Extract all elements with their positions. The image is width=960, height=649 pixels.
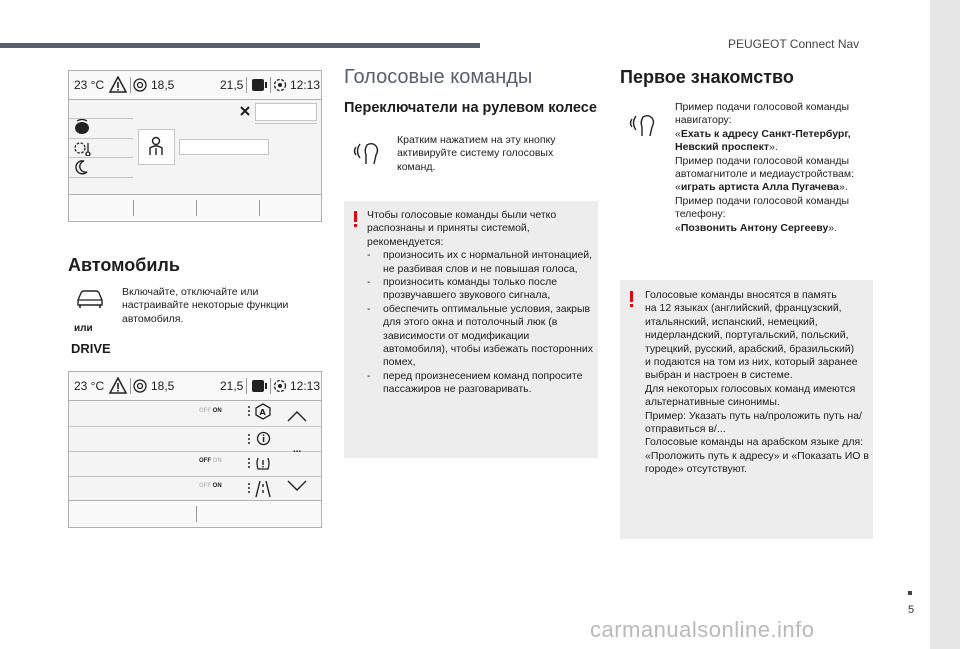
- note-line: городе» отсутствуют.: [645, 463, 747, 476]
- media-example: «играть артиста Алла Пугачева».: [675, 181, 848, 194]
- clock: 12:13: [290, 379, 321, 393]
- note-line: Голосовые команды на арабском языке для:: [645, 436, 864, 449]
- temperature-left: 23 °C: [74, 78, 105, 92]
- list-item: - произносить команды только после прозвучавшего звукового сигнала,: [367, 276, 595, 303]
- temperature-value-right: 21,5: [220, 78, 244, 92]
- header-bar: [0, 43, 480, 48]
- status-bar: [69, 71, 321, 100]
- auto-headlamps-icon: [255, 403, 271, 420]
- note-line: Для некоторых голосовых команд имеются: [645, 382, 856, 395]
- page-marker: [908, 591, 912, 595]
- side-strip: [930, 0, 960, 649]
- note-line: выбран и настроен в системе.: [645, 369, 793, 382]
- tyre-pressure-icon: [255, 456, 271, 471]
- driving-assistance-tile: [138, 129, 175, 165]
- phone-icon: [251, 78, 267, 92]
- status-bar: [69, 372, 321, 401]
- note-line: «Проложить путь к адресу» и «Показать ИО в: [645, 449, 869, 462]
- more-options-icon: [247, 433, 251, 445]
- navigation-example: «Ехать к адресу Санкт-Петербург, Невский проспект».: [675, 127, 851, 154]
- or-label: или: [74, 323, 93, 334]
- page-number: 5: [908, 604, 915, 616]
- watermark: carmanualsonline.info: [590, 617, 815, 642]
- settings-icon: [272, 378, 288, 394]
- note-line: турецкий, русский, арабский, бразильский): [645, 342, 855, 355]
- note-line: на 12 языках (английский, французский,: [645, 302, 842, 315]
- voice-tips-intro: Чтобы голосовые команды были четко распознаны и приняты системой, рекомендуется:: [367, 209, 557, 248]
- voice-command-icon: [628, 111, 658, 137]
- list-item: - произносить их с нормальной интонацией, не разбивая слов и не повышая голоса,: [367, 249, 595, 276]
- note-line: Голосовые команды вносятся в память: [645, 289, 837, 301]
- phone-example: «Позвонить Антону Сергееву».: [675, 221, 838, 234]
- temperature-value-left: 18,5: [151, 379, 175, 393]
- more-options-icon: [247, 482, 251, 494]
- night-mode-icon: [74, 160, 88, 175]
- vehicle-title: Автомобиль: [68, 255, 180, 275]
- voice-command-icon: [352, 139, 382, 165]
- list-item: - перед произнесением команд попросите пассажиров не разговаривать.: [367, 370, 595, 397]
- car-icon: [75, 289, 105, 309]
- more-options-icon: [247, 457, 251, 469]
- toggle-off-on-1[interactable]: OFF ON: [199, 408, 222, 414]
- info-icon: [256, 431, 271, 446]
- audio-settings-icon: [73, 140, 93, 156]
- short-press-description: Кратким нажатием на эту кнопку активируйте систему голосовых команд.: [397, 134, 556, 173]
- vehicle-description: Включайте, отключайте или настраивайте некоторые функции автомобиля.: [122, 286, 289, 325]
- temperature-left: 23 °C: [74, 379, 105, 393]
- brand-title: PEUGEOT Connect Nav: [728, 37, 860, 51]
- phone-example-label: Пример подачи голосовой команды телефону:: [675, 194, 850, 221]
- svg-text:A: A: [259, 408, 266, 417]
- fan-icon: [133, 379, 147, 393]
- chevron-down-icon[interactable]: [287, 480, 307, 492]
- languages-note: [620, 280, 873, 539]
- voice-tips-note: [344, 201, 598, 458]
- warning-mark-icon: [630, 291, 633, 302]
- more-options-icon: [247, 405, 251, 417]
- note-line: итальянский, испанский, немецкий,: [645, 315, 818, 328]
- ambiance-icon: [73, 119, 91, 135]
- steering-wheel-controls-title: Переключатели на рулевом колесе: [344, 100, 597, 116]
- note-line: нидерландский, португальский, польский,: [645, 329, 849, 342]
- settings-icon: [272, 77, 288, 93]
- phone-icon: [251, 379, 267, 393]
- note-line: отправиться в/...: [645, 423, 726, 436]
- driver-icon: [147, 136, 165, 156]
- voice-tips-list: [367, 249, 595, 396]
- voice-examples: [675, 101, 865, 235]
- chevron-up-icon[interactable]: [287, 410, 307, 422]
- fan-icon: [133, 78, 147, 92]
- voice-commands-title: Голосовые команды: [344, 66, 533, 88]
- drive-button-label: DRIVE: [71, 341, 111, 356]
- first-steps-title: Первое знакомство: [620, 67, 794, 87]
- navigation-example-label: Пример подачи голосовой команды навигатору:: [675, 101, 850, 127]
- temperature-value-left: 18,5: [151, 78, 175, 92]
- warning-mark-icon: [354, 211, 357, 222]
- note-line: и подаются на том из них, который заранее: [645, 356, 858, 369]
- note-line: альтернативные синонимы.: [645, 396, 780, 409]
- media-example-label: Пример подачи голосовой команды автомагнитоле и медиаустройствам:: [675, 154, 855, 181]
- note-line: Пример: Указать путь на/проложить путь на/: [645, 409, 862, 422]
- vehicle-screen-illustration: [68, 70, 322, 222]
- temperature-value-right: 21,5: [220, 379, 244, 393]
- lane-assist-icon: [255, 480, 271, 498]
- toggle-off-on-3[interactable]: OFF ON: [199, 483, 222, 489]
- warning-icon: [109, 377, 127, 394]
- warning-icon: [109, 76, 127, 93]
- clock: 12:13: [290, 78, 321, 92]
- more-label: ...: [293, 444, 302, 455]
- close-icon: [239, 105, 251, 117]
- toggle-off-on-2[interactable]: OFF ON: [199, 458, 222, 464]
- list-item: - обеспечить оптимальные условия, закрыв для этого окна и потолочный люк (в зависимости от модификации автомобиля), чтобы избежать посторонних помех,: [367, 303, 595, 370]
- driving-functions-screen-illustration: [68, 371, 322, 528]
